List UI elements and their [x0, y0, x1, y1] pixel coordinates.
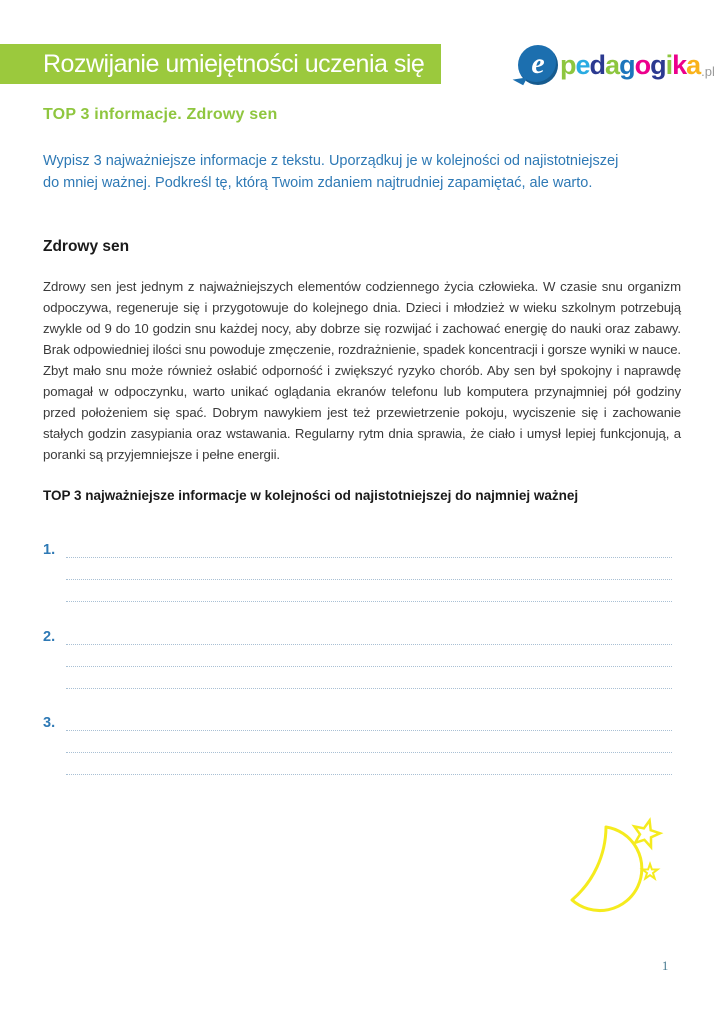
- answer-item-3: [43, 711, 672, 775]
- answer-number-1: 1.: [43, 542, 56, 558]
- crescent-moon-icon: [572, 827, 642, 911]
- answer-write-line: [66, 645, 672, 667]
- logo-wordmark: pedagogika: [560, 50, 701, 80]
- large-star-icon: [634, 821, 660, 848]
- header-bar-title: Rozwijanie umiejętności uczenia się: [43, 49, 425, 78]
- worksheet-title: TOP 3 informacje. Zdrowy sen: [43, 106, 278, 123]
- answer-write-line: [66, 580, 672, 602]
- answer-write-line: [66, 667, 672, 689]
- answer-write-line: [66, 753, 672, 775]
- answer-write-line: [66, 625, 672, 645]
- answer-write-line: [66, 711, 672, 731]
- answer-write-line: [66, 538, 672, 558]
- crescent-moon-and-stars-icon: [550, 795, 680, 925]
- answer-write-line: [66, 731, 672, 753]
- answer-number-3: 3.: [43, 715, 56, 731]
- answer-item-2: [43, 625, 672, 689]
- page-number: 1: [662, 959, 669, 973]
- epedagogika-logo: [518, 44, 715, 86]
- reading-heading: Zdrowy sen: [43, 238, 130, 255]
- logo-domain-suffix: .pl: [701, 64, 715, 79]
- answer-number-2: 2.: [43, 629, 56, 645]
- worksheet-instructions: Wypisz 3 najważniejsze informacje z tekstu. Uporządkuj je w kolejności od najistotniejszej do mniej ważnej. Podkreśl tę, którą Twoim zdaniem najtrudniej zapamiętać, ale warto.: [43, 153, 619, 191]
- logo-e-bubble-icon: [518, 45, 558, 85]
- answer-write-line: [66, 558, 672, 580]
- reading-body-paragraph: Zdrowy sen jest jednym z najważniejszych elementów codziennego życia człowieka. W czasie snu organizm odpoczywa, regeneruje się i przygotowuje do kolejnego dnia. Dzieci i młodzież w wieku szkolnym potrzebują zwykle od 9 do 10 godzin snu każdej nocy, aby dobrze się rozwijać i zachować energię do nauki oraz zabawy. Brak odpowiedniej ilości snu powoduje zmęczenie, rozdrażnienie, spadek koncentracji i gorsze wyniki w nauce. Zbyt mało snu może również osłabić odporność i zwiększyć ryzyko chorób. Aby sen był spokojny i naprawdę pomagał w odpoczynku, warto unikać oglądania ekranów telefonu lub komputera przynajmniej pół godziny przed położeniem się spać. Dobrym nawykiem jest też przewietrzenie pokoju, wyciszenie się i zachowanie stałych godzin zasypiania oraz wstawania. Regularny rytm dnia sprawia, że ciało i umysł lepiej funkcjonują, a poranki są przyjemniejsze i pełne energii.: [43, 279, 681, 462]
- logo-e-letter: e: [531, 46, 545, 80]
- answer-item-1: [43, 538, 672, 602]
- header-bar: [0, 44, 441, 84]
- answers-heading: TOP 3 najważniejsze informacje w kolejności od najistotniejszej do najmniej ważnej: [43, 488, 579, 503]
- small-star-icon: [642, 864, 657, 879]
